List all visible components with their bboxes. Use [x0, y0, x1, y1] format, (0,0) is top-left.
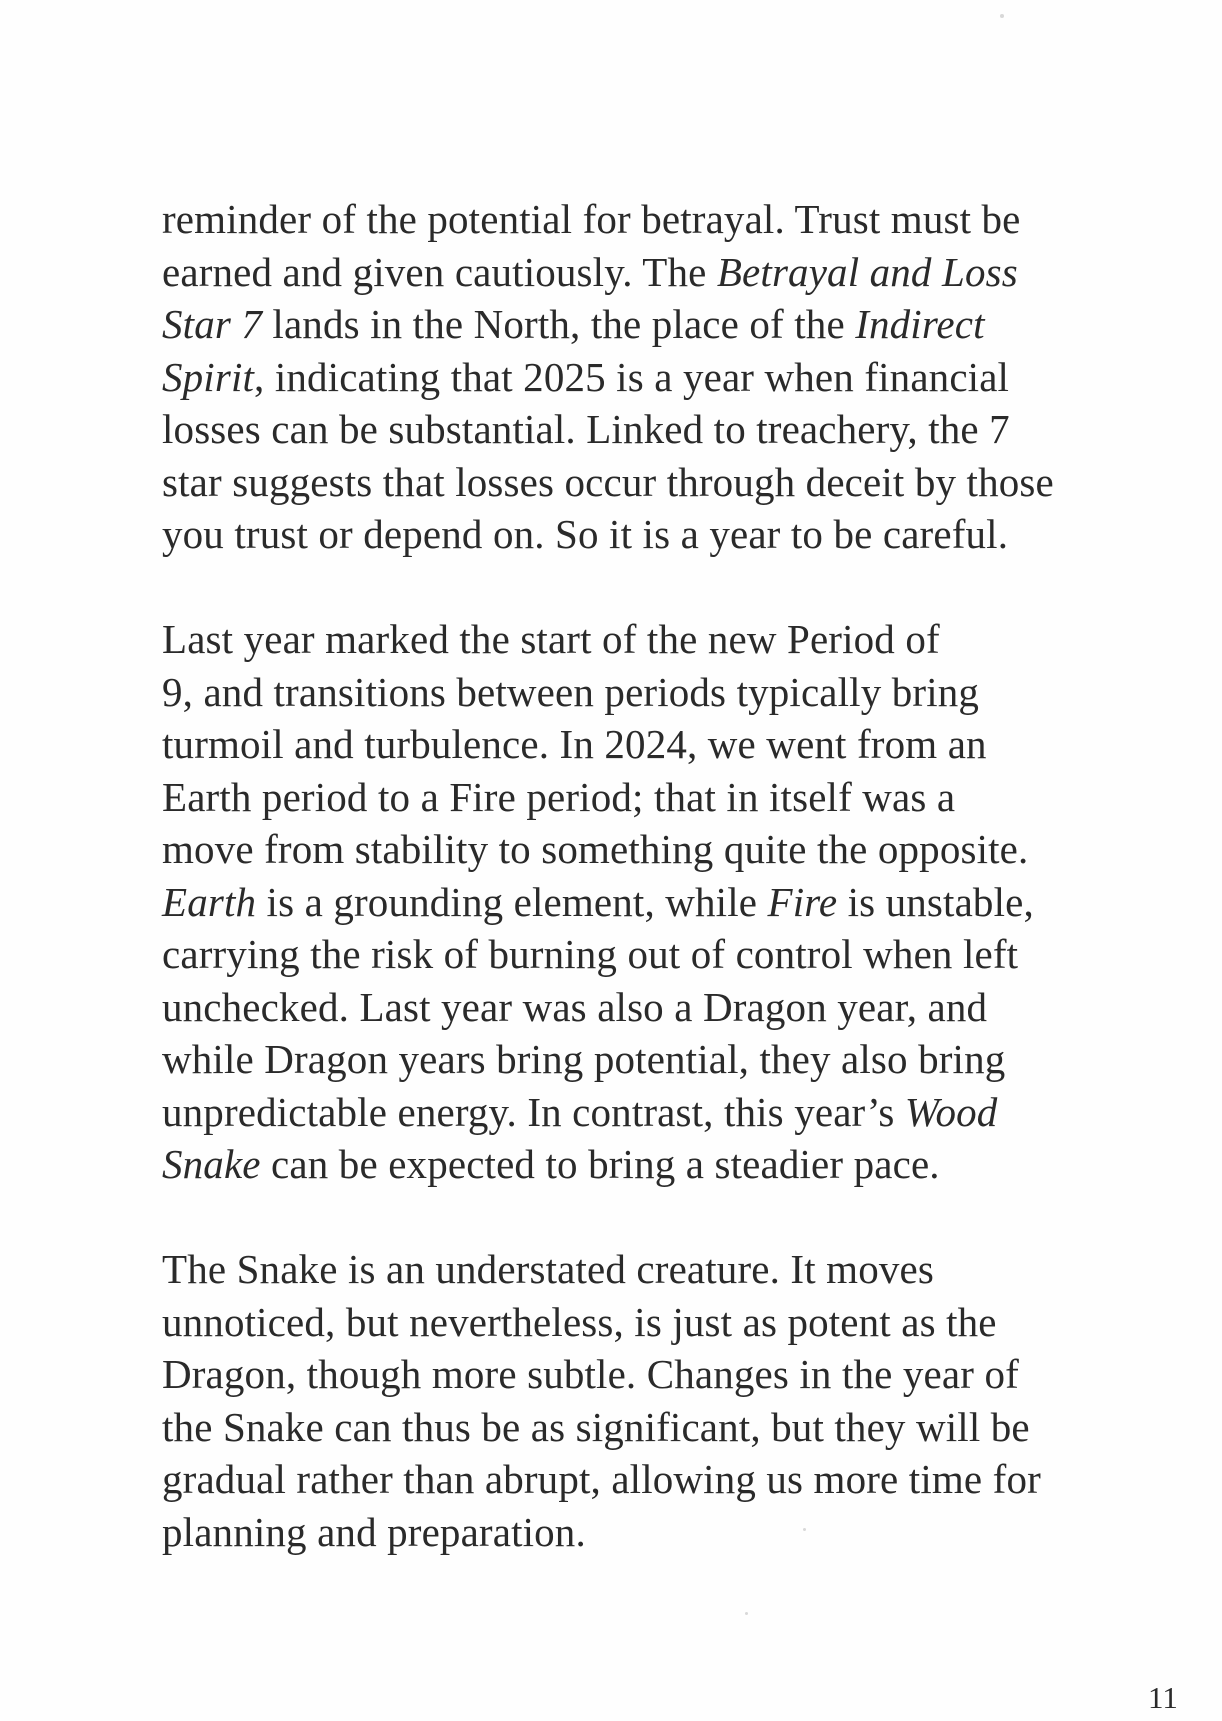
text-run: The Snake is an understated creature. It moves	[162, 1246, 934, 1292]
scan-speck	[803, 1528, 806, 1531]
text-line	[162, 876, 1122, 929]
text-run: the Snake can thus be as significant, but they will be	[162, 1403, 1030, 1450]
text-run: while Dragon years bring potential, they also bring	[162, 1036, 1006, 1082]
italic-run: Betrayal and Loss	[716, 248, 1018, 295]
text-line	[162, 1348, 1122, 1401]
paragraph	[162, 613, 1122, 1191]
text-line	[162, 403, 1122, 456]
text-line	[162, 351, 1122, 404]
text-line	[162, 1296, 1122, 1349]
text-run: move from stability to something quite the opposite.	[162, 826, 1029, 872]
paragraph	[162, 1243, 1122, 1558]
text-line	[162, 718, 1122, 771]
text-run: is unstable,	[837, 878, 1034, 925]
text-line	[162, 1086, 1122, 1139]
text-line	[162, 771, 1122, 824]
italic-run: Fire	[767, 878, 838, 925]
text-line	[162, 666, 1122, 719]
page-number: 11	[1148, 1680, 1178, 1715]
text-line	[162, 613, 1122, 666]
text-line	[162, 823, 1122, 876]
text-line	[162, 1243, 1122, 1296]
paragraph	[162, 193, 1122, 561]
body-text	[162, 193, 1122, 1611]
italic-run: Earth	[162, 878, 257, 925]
text-line	[162, 1453, 1122, 1506]
italic-run: Snake	[162, 1141, 261, 1187]
text-run: gradual rather than abrupt, allowing us more time for	[162, 1456, 1041, 1502]
text-line	[162, 193, 1122, 246]
scan-speck	[1000, 14, 1004, 18]
text-run: reminder of the potential for betrayal. Trust must be	[162, 196, 1021, 242]
text-line	[162, 1401, 1122, 1454]
text-line	[162, 928, 1122, 981]
text-line	[162, 1138, 1122, 1191]
scan-speck	[745, 1612, 748, 1615]
text-line	[162, 981, 1122, 1034]
text-run: can be expected to bring a steadier pace.	[260, 1141, 940, 1187]
italic-run: Wood	[904, 1088, 998, 1135]
text-run: unnoticed, but nevertheless, is just as potent as the	[162, 1298, 997, 1345]
text-run: , indicating that 2025 is a year when financial	[254, 353, 1010, 400]
text-run: Dragon, though more subtle. Changes in the year of	[162, 1351, 1019, 1397]
text-run: Earth period to a Fire period; that in itself was a	[162, 773, 956, 820]
text-line	[162, 1506, 1122, 1559]
text-run: lands in the North, the place of the	[262, 301, 856, 347]
italic-run: Indirect	[855, 301, 985, 347]
text-run: Last year marked the start of the new Period of	[162, 616, 940, 662]
text-run: 9, and transitions between periods typically bring	[162, 668, 980, 715]
text-line	[162, 1033, 1122, 1086]
text-run: losses can be substantial. Linked to treachery, the 7	[162, 406, 1010, 452]
text-line	[162, 298, 1122, 351]
text-run: you trust or depend on. So it is a year to be careful.	[162, 511, 1009, 557]
text-run: turmoil and turbulence. In 2024, we went from an	[162, 721, 987, 767]
text-run: unchecked. Last year was also a Dragon year, and	[162, 983, 988, 1030]
text-line	[162, 246, 1122, 299]
text-run: star suggests that losses occur through deceit by those	[162, 458, 1054, 505]
text-line	[162, 508, 1122, 561]
italic-run: Spirit	[162, 353, 255, 400]
text-run: earned and given cautiously. The	[162, 248, 717, 295]
text-line	[162, 456, 1122, 509]
italic-run: Star 7	[162, 301, 262, 347]
text-run: carrying the risk of burning out of control when left	[162, 931, 1019, 977]
text-run: unpredictable energy. In contrast, this year’s	[162, 1088, 905, 1135]
text-run: planning and preparation.	[162, 1508, 586, 1555]
text-run: is a grounding element, while	[256, 878, 768, 925]
